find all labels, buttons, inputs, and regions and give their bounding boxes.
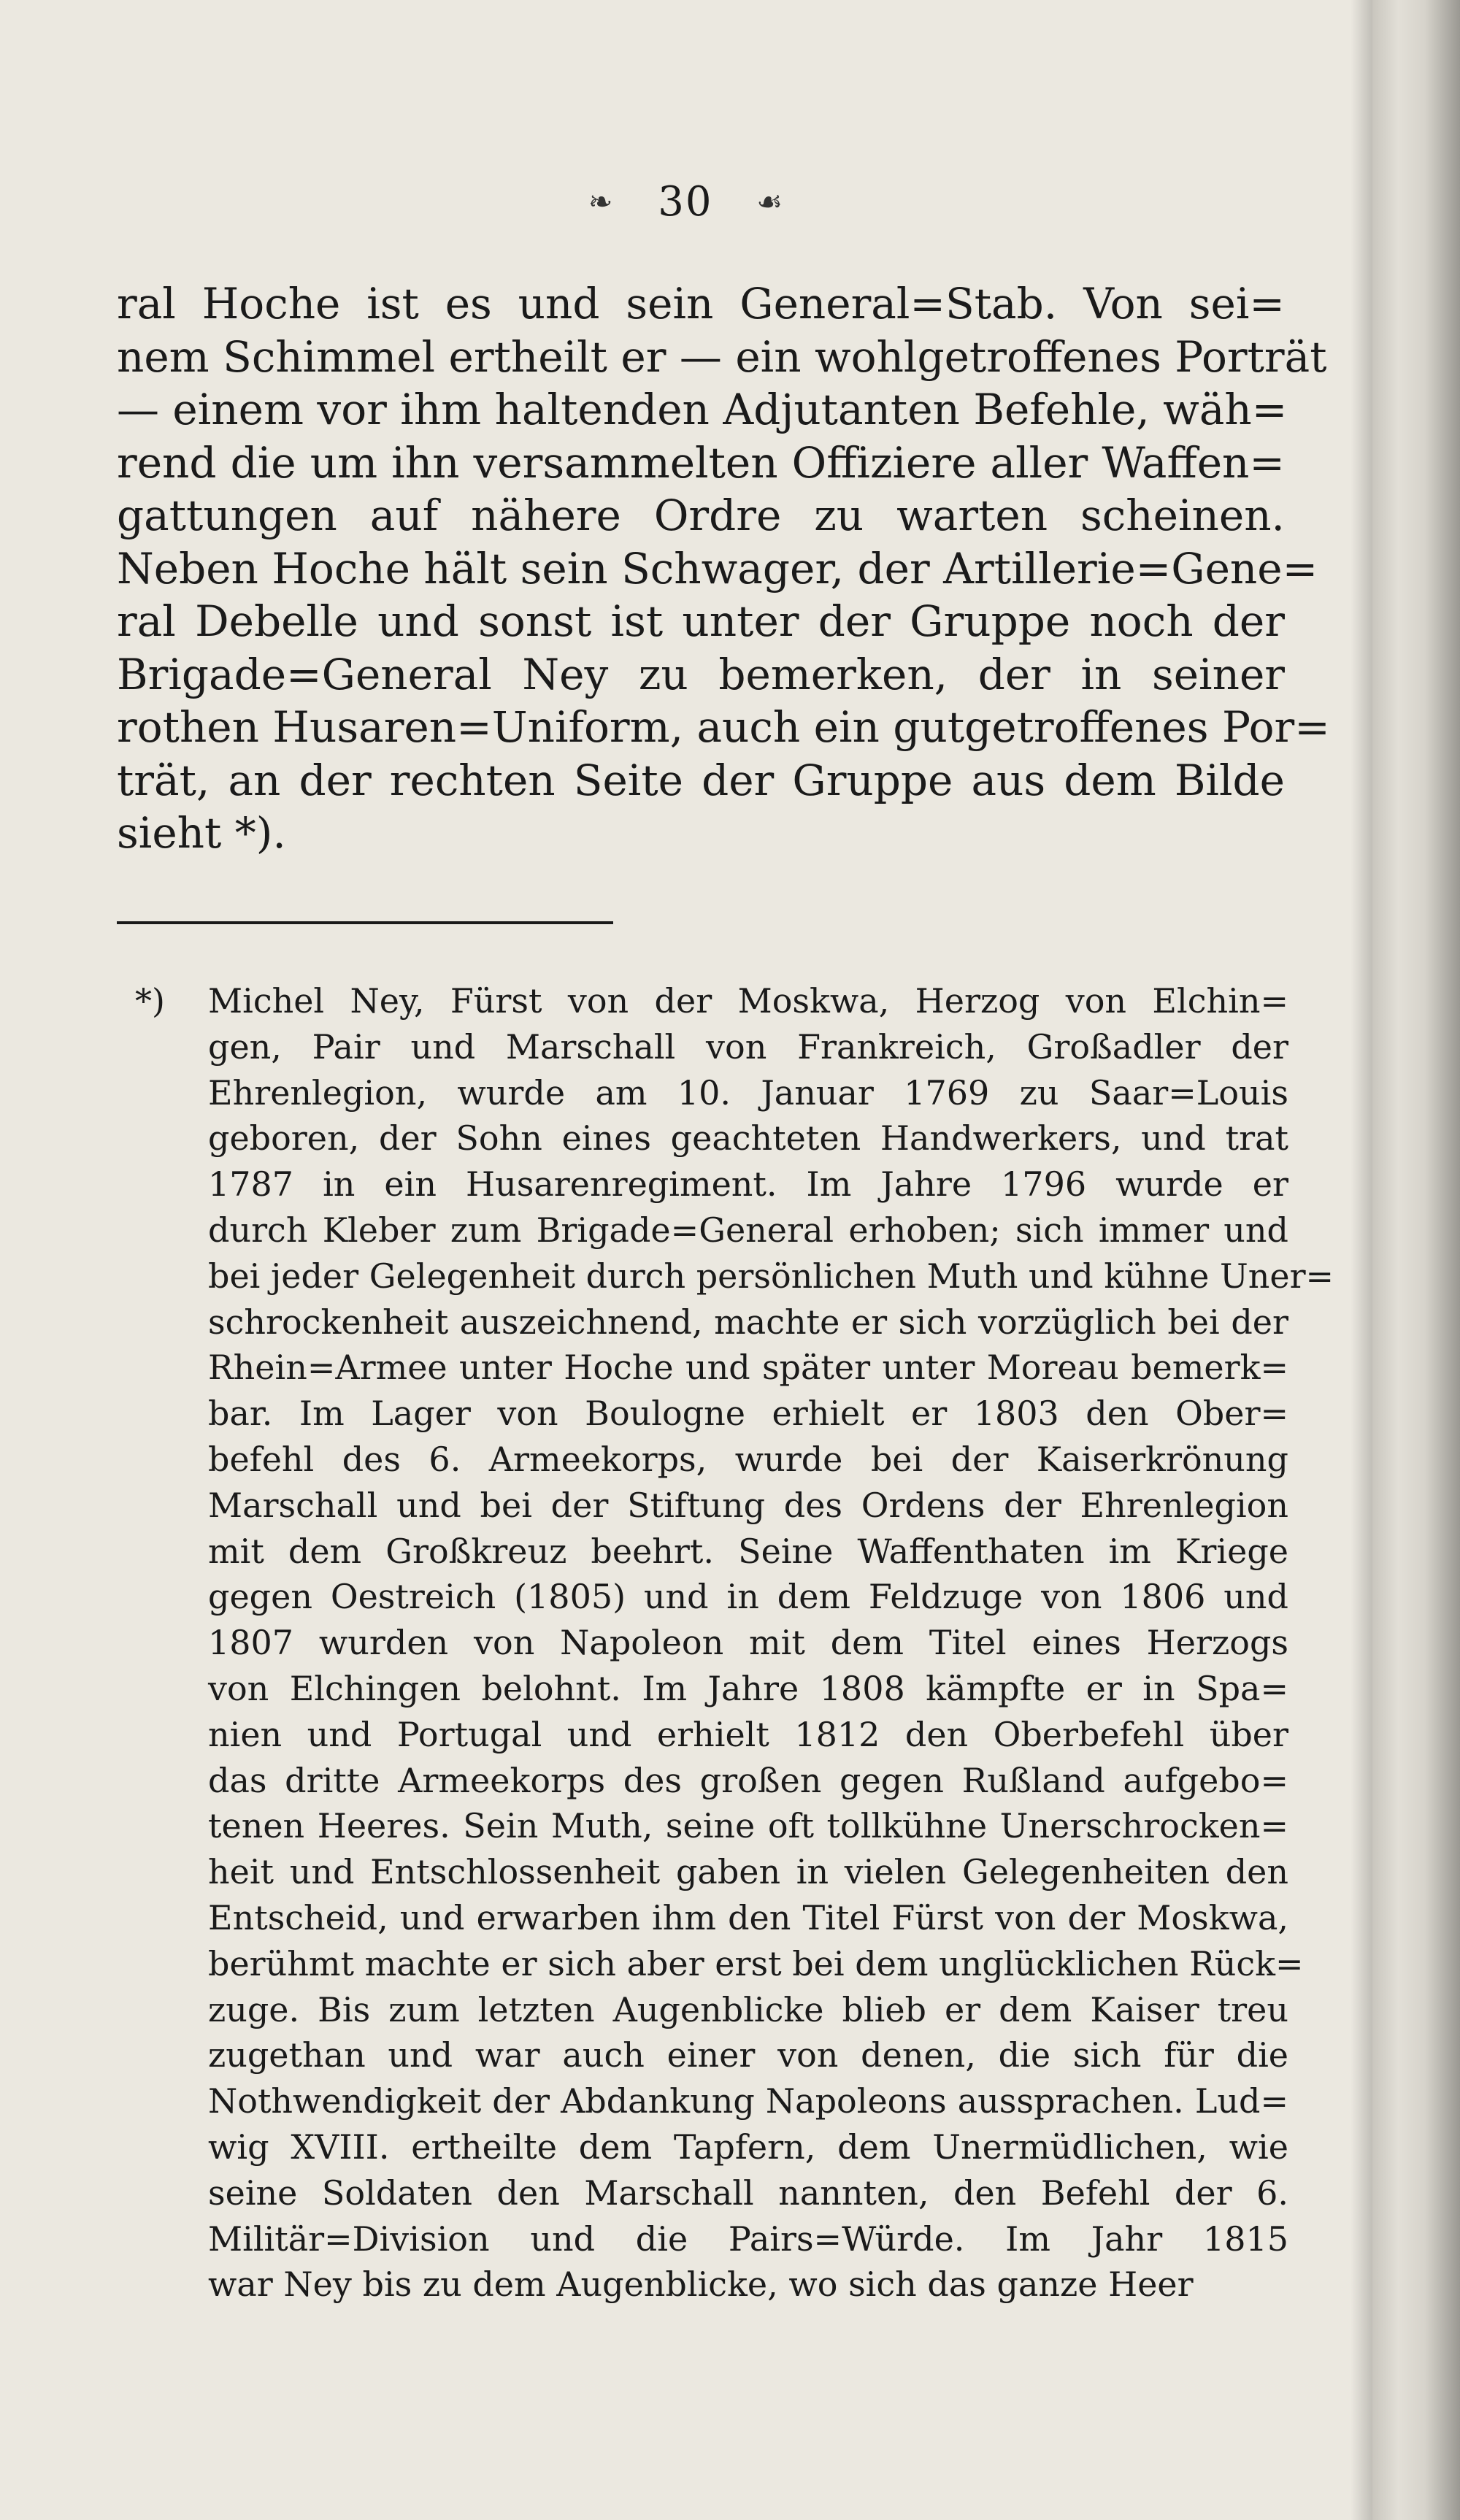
footnote-separator [117,921,613,924]
footnote-marker: *) [135,981,165,1021]
text-line: gattungen auf nähere Ordre zu warten scheinen. [117,491,1285,540]
footnote-line: nien und Portugal und erhielt 1812 den Oberbefehl über [208,1714,1288,1754]
page-header [0,175,1372,226]
footnote-line: seine Soldaten den Marschall nannten, den Befehl der 6. [208,2173,1288,2213]
footnote-line: heit und Entschlossenheit gaben in vielen Gelegenheiten den [208,1852,1288,1892]
footnote-line: schrockenheit auszeichnend, machte er sich vorzüglich bei der [208,1302,1288,1342]
text-line: Brigade=General Ney zu bemerken, der in seiner [117,649,1285,699]
footnote-line: war Ney bis zu dem Augenblicke, wo sich das ganze Heer [208,2264,1194,2305]
text-line: ral Debelle und sonst ist unter der Gruppe noch der [117,596,1285,646]
footnote-line: Rhein=Armee unter Hoche und später unter Moreau bemerk= [208,1348,1288,1388]
footnote-line: durch Kleber zum Brigade=General erhoben; sich immer und [208,1210,1288,1250]
footnote-line: bar. Im Lager von Boulogne erhielt er 1803 den Ober= [208,1394,1288,1434]
text-line: rothen Husaren=Uniform, auch ein gutgetroffenes Por= [117,702,1330,752]
right-ornament-icon: ☙ [756,185,785,219]
footnote-line: tenen Heeres. Sein Muth, seine oft tollkühne Unerschrocken= [208,1806,1288,1846]
footnote-line: berühmt machte er sich aber erst bei dem unglücklichen Rück= [208,1943,1304,1983]
footnote-line: das dritte Armeekorps des großen gegen Rußland aufgebo= [208,1760,1288,1800]
footnote-line: geboren, der Sohn eines geachteten Handwerkers, und trat [208,1118,1288,1159]
text-line: sieht *). [117,808,286,858]
footnote-line: Nothwendigkeit der Abdankung Napoleons aussprachen. Lud= [208,2081,1288,2121]
footnote-line: gegen Oestreich (1805) und in dem Feldzuge von 1806 und [208,1577,1288,1617]
page-number: 30 [658,178,713,226]
footnote-line: Entscheid, und erwarben ihm den Titel Fürst von der Moskwa, [208,1897,1288,1937]
footnote-line: Militär=Division und die Pairs=Würde. Im Jahr 1815 [208,2219,1288,2259]
footnote-line: zuge. Bis zum letzten Augenblicke blieb er dem Kaiser treu [208,1989,1288,2029]
footnote-line: 1807 wurden von Napoleon mit dem Titel eines Herzogs [208,1623,1288,1663]
text-line: Neben Hoche hält sein Schwager, der Artillerie=Gene= [117,543,1318,593]
footnote-line: gen, Pair und Marschall von Frankreich, Großadler der [208,1026,1288,1067]
spine-shadow [1350,0,1372,2520]
text-line: ral Hoche ist es und sein General=Stab. Von sei= [117,279,1285,329]
footnote-line [135,978,1288,1024]
left-ornament-icon: ❧ [588,185,615,219]
text-line: trät, an der rechten Seite der Gruppe aus dem Bilde [117,755,1285,805]
footnote-line: 1787 in ein Husarenregiment. Im Jahre 1796 wurde er [208,1164,1288,1205]
main-text [117,277,1330,860]
footnote-line: bei jeder Gelegenheit durch persönlichen Muth und kühne Uner= [208,1256,1334,1296]
footnote-line: Marschall und bei der Stiftung des Ordens der Ehrenlegion [208,1485,1288,1525]
text-line: nem Schimmel ertheilt er — ein wohlgetroffenes Porträt [117,331,1327,382]
footnote-line: zugethan und war auch einer von denen, die sich für die [208,2035,1288,2075]
page-edge [1372,0,1460,2520]
footnote-line: Ehrenlegion, wurde am 10. Januar 1769 zu Saar=Louis [208,1072,1288,1113]
footnote-line-text: Michel Ney, Fürst von der Moskwa, Herzog von Elchin= [208,981,1288,1021]
footnote-line: von Elchingen belohnt. Im Jahre 1808 kämpfte er in Spa= [208,1668,1288,1708]
text-line: rend die um ihn versammelten Offiziere aller Waffen= [117,437,1285,488]
footnote-line: befehl des 6. Armeekorps, wurde bei der Kaiserkrönung [208,1439,1288,1479]
footnote-line: wig XVIII. ertheilte dem Tapfern, dem Unermüdlichen, wie [208,2127,1288,2167]
footnote [135,978,1334,2308]
footnote-line: mit dem Großkreuz beehrt. Seine Waffenthaten im Kriege [208,1531,1288,1571]
text-line: — einem vor ihm haltenden Adjutanten Befehle, wäh= [117,385,1288,434]
